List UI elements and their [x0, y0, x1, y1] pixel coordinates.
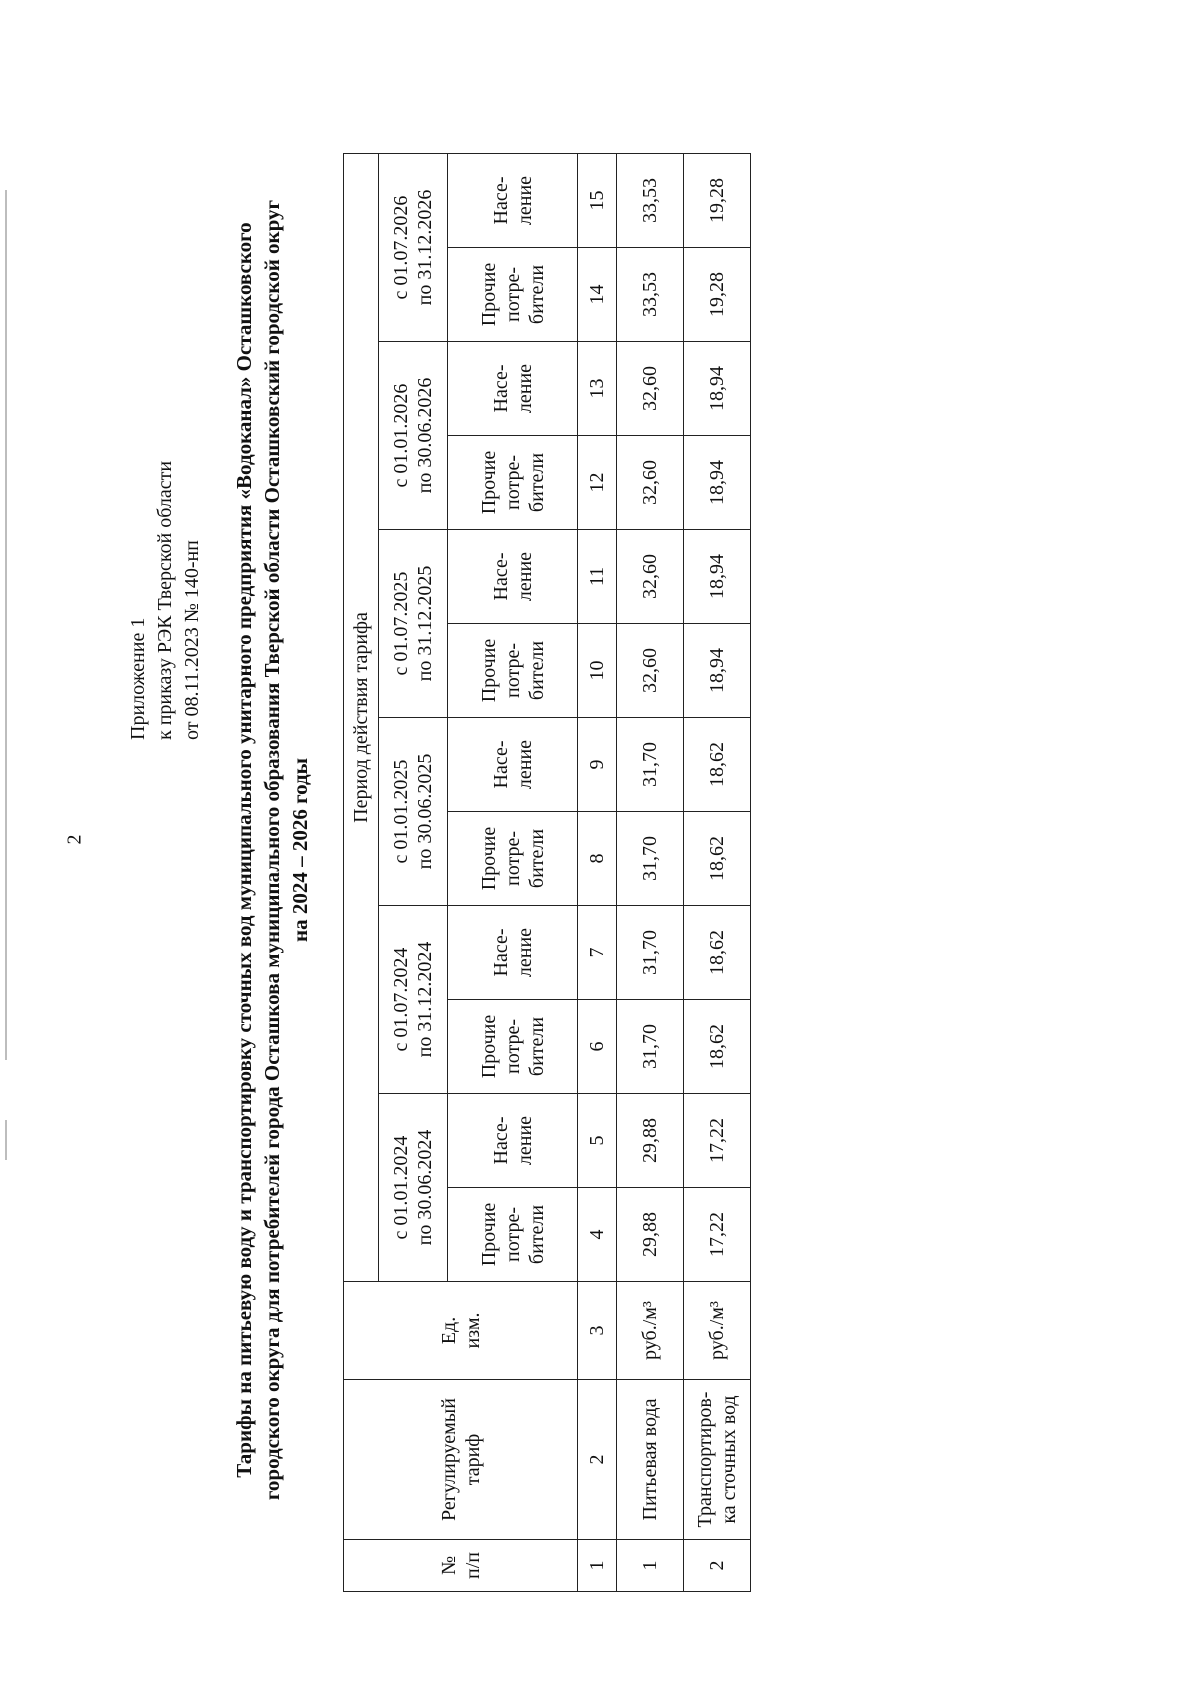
header-period: Период действия тарифа: [344, 154, 379, 1282]
period-dates: с 01.07.2025 по 31.12.2025: [379, 530, 448, 718]
header-other-consumers: Прочие потре- бители: [448, 1000, 578, 1094]
tariff-value: 31,70: [617, 906, 684, 1000]
column-number: 8: [578, 812, 617, 906]
tariff-value: 32,60: [617, 436, 684, 530]
tariff-value: 29,88: [617, 1188, 684, 1282]
table-row: [684, 154, 751, 1592]
tariff-value: 19,28: [684, 154, 751, 248]
rotated-page-content: [125, 0, 1095, 1640]
column-number: 13: [578, 342, 617, 436]
period-dates: с 01.07.2026 по 31.12.2026: [379, 154, 448, 342]
tariff-value: 17,22: [684, 1188, 751, 1282]
row-number: 1: [617, 1540, 684, 1592]
table-row: [617, 154, 684, 1592]
appendix-line: от 08.11.2023 № 140-нп: [181, 540, 203, 740]
header-population: Насе- ление: [448, 342, 578, 436]
tariff-value: 33,53: [617, 248, 684, 342]
header-row-period: [344, 154, 379, 1592]
header-other-consumers: Прочие потре- бители: [448, 1188, 578, 1282]
header-no: № п/п: [344, 1540, 578, 1592]
document-title: [230, 100, 314, 1600]
column-number: 9: [578, 718, 617, 812]
tariff-value: 18,62: [684, 1000, 751, 1094]
column-number: 10: [578, 624, 617, 718]
page-number: 2: [63, 834, 86, 845]
column-number: 5: [578, 1094, 617, 1188]
header-other-consumers: Прочие потре- бители: [448, 248, 578, 342]
unit-cell: руб./м³: [617, 1282, 684, 1380]
appendix-line: к приказу РЭК Тверской области: [154, 460, 176, 740]
header-other-consumers: Прочие потре- бители: [448, 812, 578, 906]
tariff-value: 18,62: [684, 812, 751, 906]
unit-cell: руб./м³: [684, 1282, 751, 1380]
tariff-table: [343, 153, 751, 1592]
header-population: Насе- ление: [448, 906, 578, 1000]
column-number: 11: [578, 530, 617, 624]
header-unit: Ед. изм.: [344, 1282, 578, 1380]
period-dates: с 01.07.2024 по 31.12.2024: [379, 906, 448, 1094]
tariff-value: 32,60: [617, 530, 684, 624]
column-number: 2: [578, 1380, 617, 1540]
period-dates: с 01.01.2024 по 30.06.2024: [379, 1094, 448, 1282]
appendix-reference: [125, 240, 206, 740]
title-line: городского округа для потребителей города Осташкова муниципального образования Тверской области Осташковский городской округ: [260, 199, 284, 1501]
tariff-value: 32,60: [617, 624, 684, 718]
column-number: 3: [578, 1282, 617, 1380]
tariff-value: 32,60: [617, 342, 684, 436]
tariff-value: 17,22: [684, 1094, 751, 1188]
column-number: 15: [578, 154, 617, 248]
title-line: на 2024 – 2026 годы: [288, 757, 312, 943]
tariff-name: Транспортиров-ка сточных вод: [684, 1380, 751, 1540]
tariff-value: 19,28: [684, 248, 751, 342]
column-number: 14: [578, 248, 617, 342]
tariff-value: 31,70: [617, 1000, 684, 1094]
row-number: 2: [684, 1540, 751, 1592]
scan-edge-line: [5, 1120, 7, 1160]
column-number-row: [578, 154, 617, 1592]
tariff-value: 31,70: [617, 718, 684, 812]
tariff-value: 18,62: [684, 906, 751, 1000]
column-number: 7: [578, 906, 617, 1000]
header-population: Насе- ление: [448, 154, 578, 248]
title-line: Тарифы на питьевую воду и транспортировку сточных вод муниципального унитарного предприятия «Водоканал» Осташковского: [232, 222, 256, 1478]
header-population: Насе- ление: [448, 1094, 578, 1188]
column-number: 6: [578, 1000, 617, 1094]
header-other-consumers: Прочие потре- бители: [448, 436, 578, 530]
header-population: Насе- ление: [448, 530, 578, 624]
period-dates: с 01.01.2025 по 30.06.2025: [379, 718, 448, 906]
tariff-value: 18,62: [684, 718, 751, 812]
scan-edge-line: [5, 190, 7, 1060]
tariff-value: 29,88: [617, 1094, 684, 1188]
tariff-value: 31,70: [617, 812, 684, 906]
tariff-value: 18,94: [684, 342, 751, 436]
header-other-consumers: Прочие потре- бители: [448, 624, 578, 718]
column-number: 4: [578, 1188, 617, 1282]
header-population: Насе- ление: [448, 718, 578, 812]
tariff-name: Питьевая вода: [617, 1380, 684, 1540]
column-number: 12: [578, 436, 617, 530]
appendix-line: Приложение 1: [127, 617, 149, 740]
tariff-value: 18,94: [684, 530, 751, 624]
period-dates: с 01.01.2026 по 30.06.2026: [379, 342, 448, 530]
column-number: 1: [578, 1540, 617, 1592]
tariff-value: 18,94: [684, 436, 751, 530]
header-tariff: Регулируемый тариф: [344, 1380, 578, 1540]
tariff-value: 33,53: [617, 154, 684, 248]
tariff-value: 18,94: [684, 624, 751, 718]
